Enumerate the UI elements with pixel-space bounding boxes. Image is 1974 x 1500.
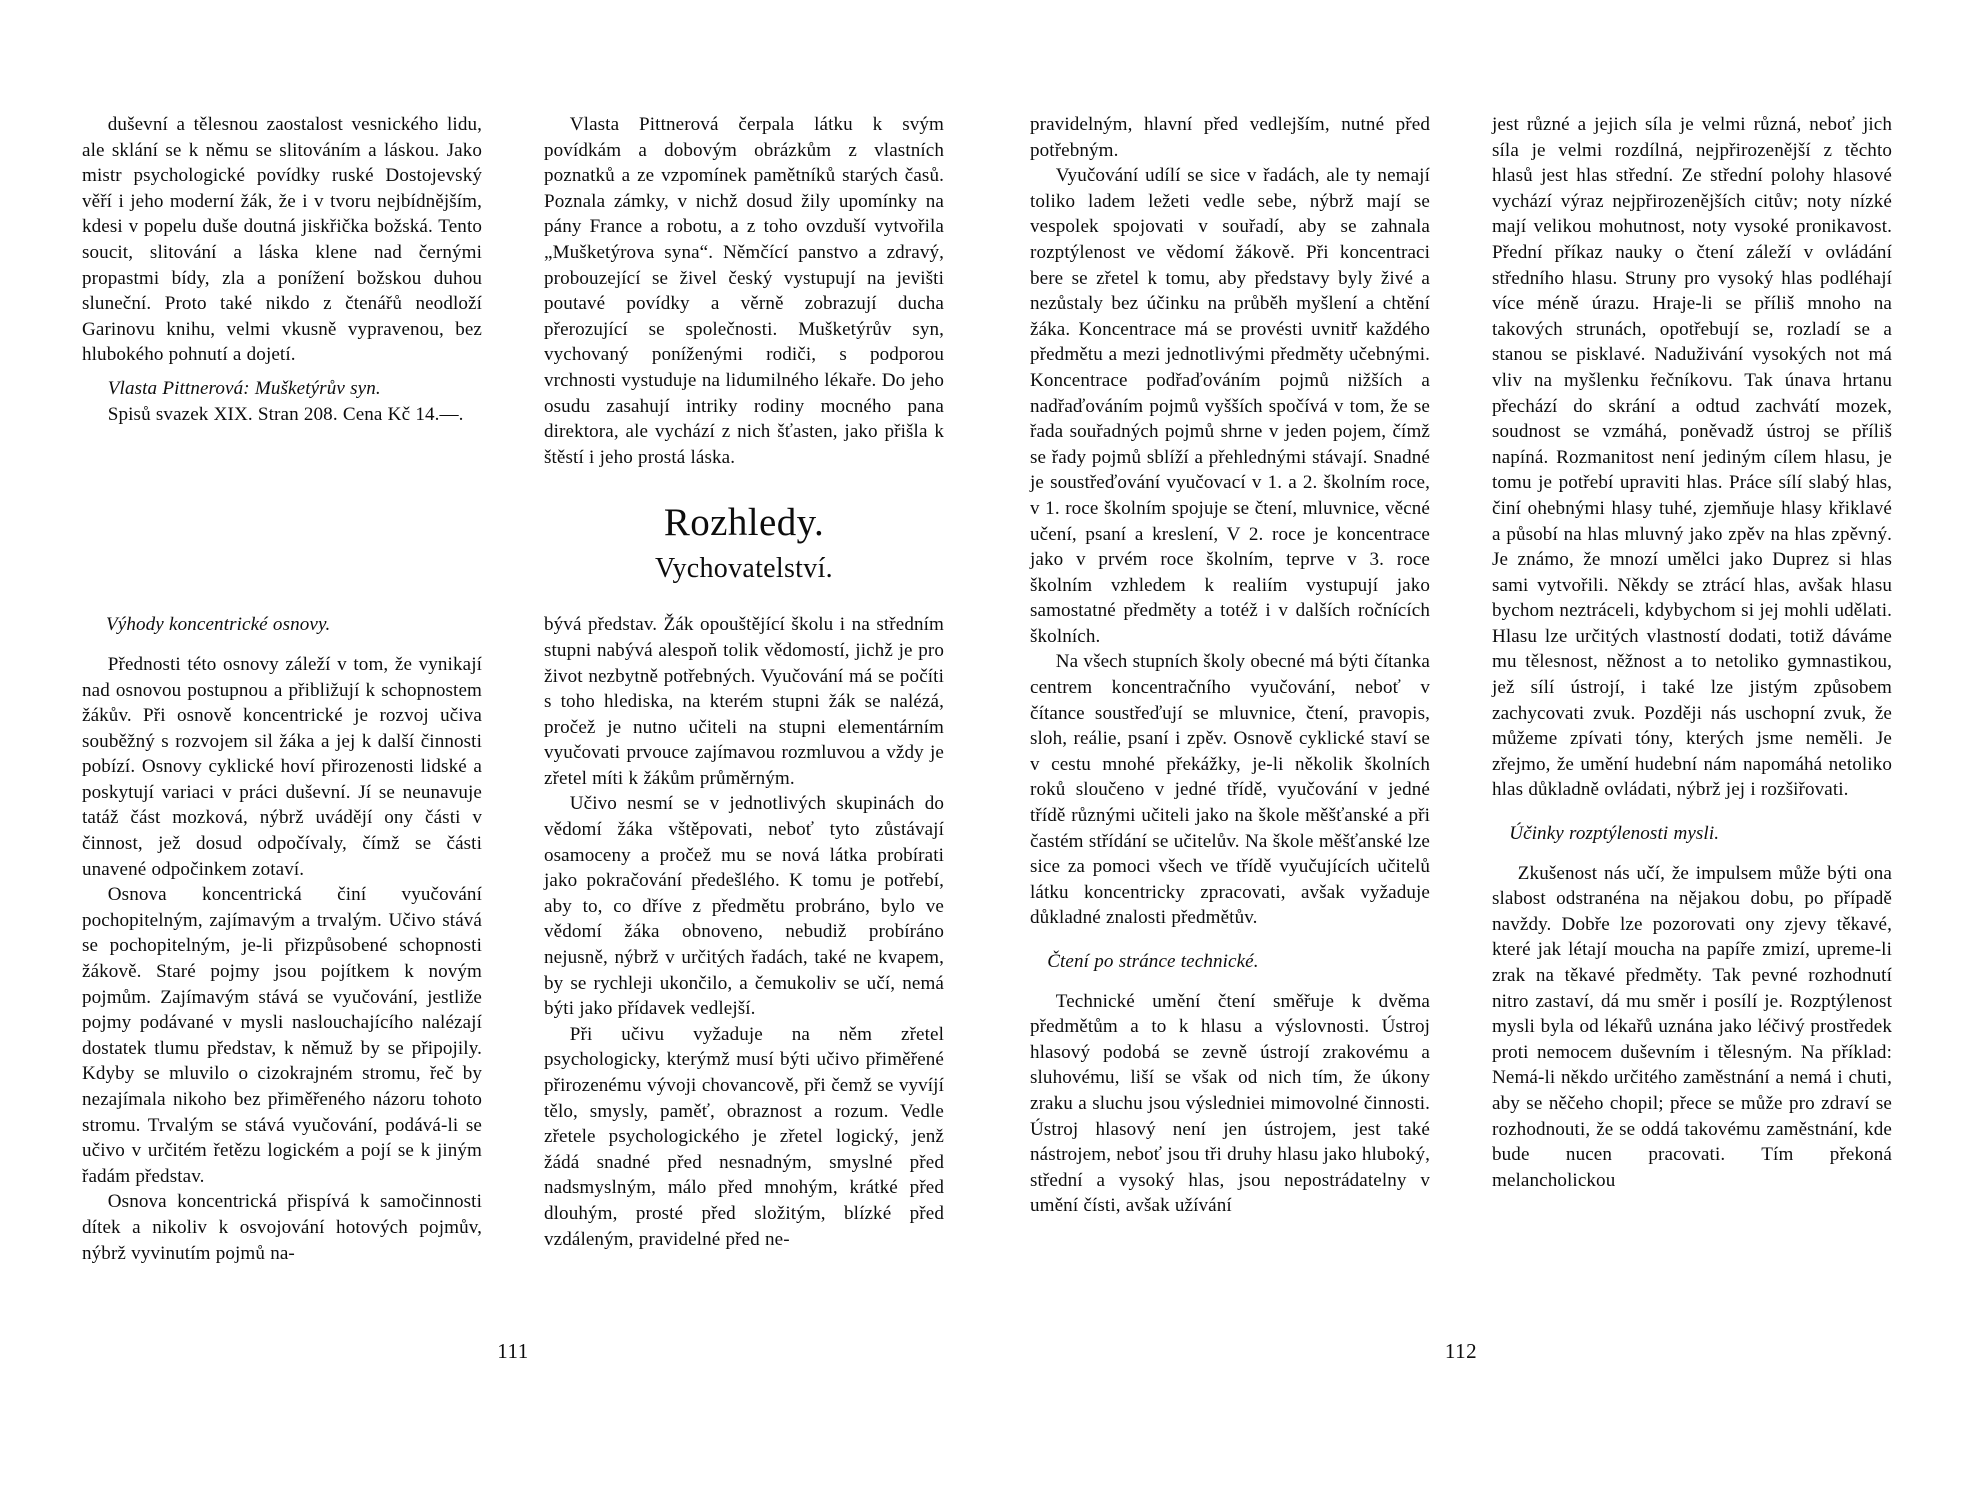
paragraph: Učivo nesmí se v jednotlivých skupinách do vědomí žáka vštěpovati, neboť tyto zůstávají osamoceny a pročež mu se nová látka probírati jako pokračování předešlého. K tomu je potřebí, aby to, co dříve z předmětu probráno, bylo ve vědomí žáka obnoveno, nebudiž probíráno nejusně, nýbrž v určitých řadách, také ne kvapem, by se rychleji ukončilo, a čemukoliv se učí, nemá býti jako přídavek vedlejší. [544,793,944,1020]
left-page-column-2-lower [544,612,944,1266]
paragraph: Vlasta Pittnerová čerpala látku k svým povídkám a dobovým obrázkům z vlastních poznatků a ze vzpomínek pamětníků starých časů. Poznala zámky, v nichž dosud žily upomínky na pány France a robotu, a z toho ovzduší vytvořila „Mušketýrova syna“. Němčící panstvo a zdravý, probouzející se živel český vystupují na jevišti poutavé povídky a věrně zobrazují ducha přerozující se společnosti. Mušketýrův syn, vychovaný poníženými rodiči, s podporou vrchnosti vystuduje na lidumilného lékaře. Do jeho osudu zasahují intriky rodiny mocného pana direktora, ale vychází z nich šťasten, jako přišla k štěstí i jeho prostá láska. [544,114,944,468]
article-heading: Čtení po stránce technické. [1047,951,1259,972]
right-page [1030,112,1892,1412]
left-page-column-1 [82,112,482,612]
spacer [1030,931,1430,949]
article-heading: Výhody koncentrické osnovy. [106,614,331,636]
left-page-top-columns [82,112,944,612]
paragraph: pravidelným, hlavní před vedlejším, nutné před potřebným. [1030,114,1430,161]
book-edition-credit: Spisů svazek XIX. Stran 208. Cena Kč 14.—. [107,403,464,425]
right-page-column-1 [1030,112,1430,1219]
paragraph: Při učivu vyžaduje na něm zřetel psychologicky, kterýmž musí býti učivo přiměřené přirozenému vývoji chovancově, při čemž se vyvíjí tělo, smysly, paměť, obraznost a rozum. Vedle zřetele psychologického je zřetel logický, jenž žádá snadné před nesnadným, smyslné před nadsmyslným, málo před mnohým, krátké před dlouhým, prosté před složitým, blízké před vzdáleným, pravidelné před ne- [544,1023,944,1250]
paragraph: jest různé a jejich síla je velmi různá, neboť jich síla je velmi rozdílná, nejpřirozenější z těchto hlasů jest hlas střední. Ze střední polohy hlasové vychází výraz nejpřirozenějších citův; noty nízké mají velikou mohutnost, noty vysoké pronikavost. Přední příkaz nauky o čtení záleží v ovládání středního hlasu. Struny pro vysoký hlas podléhají více méně úrazu. Hraje-li se příliš mnoho na takových strunách, opotřebují se, rozladí se a stanou se pisklavé. Naduživání vysokých not má vliv na myšlenku řečníkovu. Tak únava hrtanu přechází do skrání a odtud zachvátí mozek, soudnost se vzmáhá, poněvadž ústroj se příliš napíná. Rozmanitost není jediným cílem hlasu, je tomu je potřebí upraviti hlas. Práce sílí slabý hlas, činí ohebnými hlasy tuhé, zjemňuje hlasy křiklavé a působí na hlas mluvný jako zpěv na hlas zpěvný. Je známo, že mnozí umělci jako Duprez si hlas sami vytvořili. Někdy se ztrácí hlas, avšak hlasu bychom neztráceli, kdybychom si jej mohli udělati. Hlasu lze určitých vlastností dodati, totiž dáváme mu tělesnost, něžnost a to netoliko gymnastikou, jež sílí ústrojí, i také lze jistým způsobem zachycovati zvuk. Později nás uschopní zvuk, že můžeme zpívati tóny, kterých jsme neměli. Je zřejmo, že umění hudební nám napomáhá netoliko hlas důkladně ovládati, nýbrž jej i rozšiřovati. [1492,114,1892,801]
right-page-column-2 [1492,112,1892,1219]
paragraph: Zkušenost nás učí, že impulsem může býti ona slabost odstranéna na nějakou dobu, po případě navždy. Dobře lze pozorovati ony zjevy těkavé, které jak létají moucha na papíře zmizí, upreme-li zrak na těkavé předměty. Tak pevné rozhodnutí nitro zastaví, dá mu směr i posílí je. Rozptýlenost mysli byla od lékařů uznána jako léčivý prostředek proti nemocem duševním i tělesným. Na příklad: Nemá-li někdo určitého zaměstnání a nemá i chuti, aby se něčeho chopil; přece se může pro zdraví se rozhodnouti, že se oddá takovému zaměstnání, kde bude nucen pracovati. Tím překoná melancholickou [1492,862,1892,1191]
paragraph: Technické umění čtení směřuje k dvěma předmětům a to k hlasu a výslovnosti. Ústroj hlasový podobá se zevně ústrojí zrakovému a sluhovému, liší se však od nich tím, že úkony zraku a sluchu jsou výsledniei mimovolné činnosti. Ústroj hlasový není jen ústrojem, jest také nástrojem, neboť jsou tři druhy hlasu jako hluboký, střední a vysoký hlas, jsou nepostrádatelny v umění čísti, avšak užívání [1030,990,1430,1217]
paragraph: bývá představ. Žák opouštějící školu i na středním stupni nabývá alespoň tolik vědomostí, jichž je pro život nezbytně potřebných. Vyučování má se počíti s toho hlediska, na kterém stupni žák se nalézá, pročež je nutno učiteli na stupni elementárním vyučovati prvouce zajímavou rozmluvou a vždy je zřetel míti k žákům průměrným. [544,614,944,789]
paragraph: Vyučování udílí se sice v řadách, ale ty nemají toliko ladem ležeti vedle sebe, nýbrž mají se vespolek spojovati v souřadí, aby se zahnala rozptýlenost ve vědomí žákově. Při koncentraci bere se zřetel k tomu, aby představy byly živé a nezůstaly bez účinku na průběh myšlení a chtění žáka. Koncentrace má se provésti uvnitř každého předmětu a mezi jednotlivými předměty učebnými. Koncentrace podřaďováním pojmů nižších a nadřaďováním pojmů vyšších spočívá v tom, že se řada souřadných pojmů shrne v jeden pojem, čímž se řady pojmů sblíží a přehlednými stávají. Snadné je soustřeďování vyučovací v 1. a 2. školním roce, v 1. roce školním spojuje se čtení, mluvnice, věcné učení, psaní a kreslení, V 2. roce je koncentrace jako v prvém roce školním, teprve v 3. roce školním vzhledem k realiím vystupují jako samostatné předměty a totéž i v dalších ročnících školních. [1030,165,1430,647]
left-page-body [82,112,944,1412]
left-page-column-1-lower [82,612,482,1266]
page-number-right: 112 [1444,1339,1478,1363]
left-page-bottom-columns [82,612,944,1266]
book-title-credit: Vlasta Pittnerová: Mušketýrův syn. [107,377,381,399]
section-subtitle: Vychovatelství. [655,553,833,585]
page-number-left: 111 [497,1339,529,1363]
paragraph: Na všech stupních školy obecné má býti čítanka centrem koncentračního vyučování, neboť v čítance soustřeďují se mluvnice, čtení, pravopis, sloh, reálie, psaní i zpěv. Osnově cyklické staví se v cestu mnohé překážky, je-li několik školních roků sloučeno v jedné třídě, vyučování v jedné třídě různými učiteli jako na škole měšťanské a při častém střídání se učitelův. Na škole měšťanské lze sice za pomoci všech ve třídě vyučujících učitelů látku koncentricky zpracovati, avšak vyžaduje důkladné znalosti předmětův. [1030,651,1430,929]
paragraph: duševní a tělesnou zaostalost vesnického lidu, ale sklání se k němu se slitováním a láskou. Jako mistr psychologické povídky ruské Dostojevský věří i jeho moderní žák, že i v tvoru nejbídnějším, kdesi v popelu duše doutná jiskřička božská. Tento soucit, slitování a láska klene nad černými propastmi bídy, zla a ponížení božskou duhou sluneční. Proto také nikdo z čtenářů neodloží Garinovu knihu, velmi vkusně vypravenou, bez hlubokého pohnutí a dojetí. [82,114,482,366]
paragraph: Osnova koncentrická činí vyučování pochopitelným, zajímavým a trvalým. Učivo stává se pochopitelným, je-li přizpůsobené schopnosti žákově. Staré pojmy jsou pojítkem k novým pojmům. Zajímavým stává se vyučování, jestliže pojmy podávané v mysli naslouchajícího nalézají dostatek tlumu představ, k němuž by se připojily. Kdyby se mluvilo o cizokrajném stromu, řeč by nezajímala nikoho bez přiměřeného názoru tohoto stromu. Trvalým se stává vyučování, podává-li se učivo v určitém řetězu logickém a pojí se k jiným řadám představ. [82,884,482,1187]
right-page-columns [1030,112,1892,1219]
right-page-body [1030,112,1892,1412]
paragraph: Osnova koncentrická přispívá k samočinnosti dítek a nikoliv k osvojování hotových pojmův, nýbrž vyvinutím pojmů na- [82,1191,482,1264]
article-heading: Účinky rozptýlenosti mysli. [1509,823,1720,845]
section-title: Rozhledy. [663,501,825,545]
left-page [82,112,944,1412]
left-page-column-2 [544,112,944,612]
paragraph: Přednosti této osnovy záleží v tom, že vynikají nad osnovou postupnou a přibližují k schopnostem žákův. Při osnově koncentrické je rozvoj učiva souběžný s rozvojem sil žáka a jej k další činnosti pobízí. Osnovy cyklické hoví přirozenosti lidské a poskytují variaci v práci duševní. Jí se neunavuje tatáž část mozková, nýbrž uvádějí ony části v činnost, jež dosud odpočívaly, čímž se části unavené odpočinkem zotaví. [82,653,482,880]
spacer [1492,803,1892,821]
